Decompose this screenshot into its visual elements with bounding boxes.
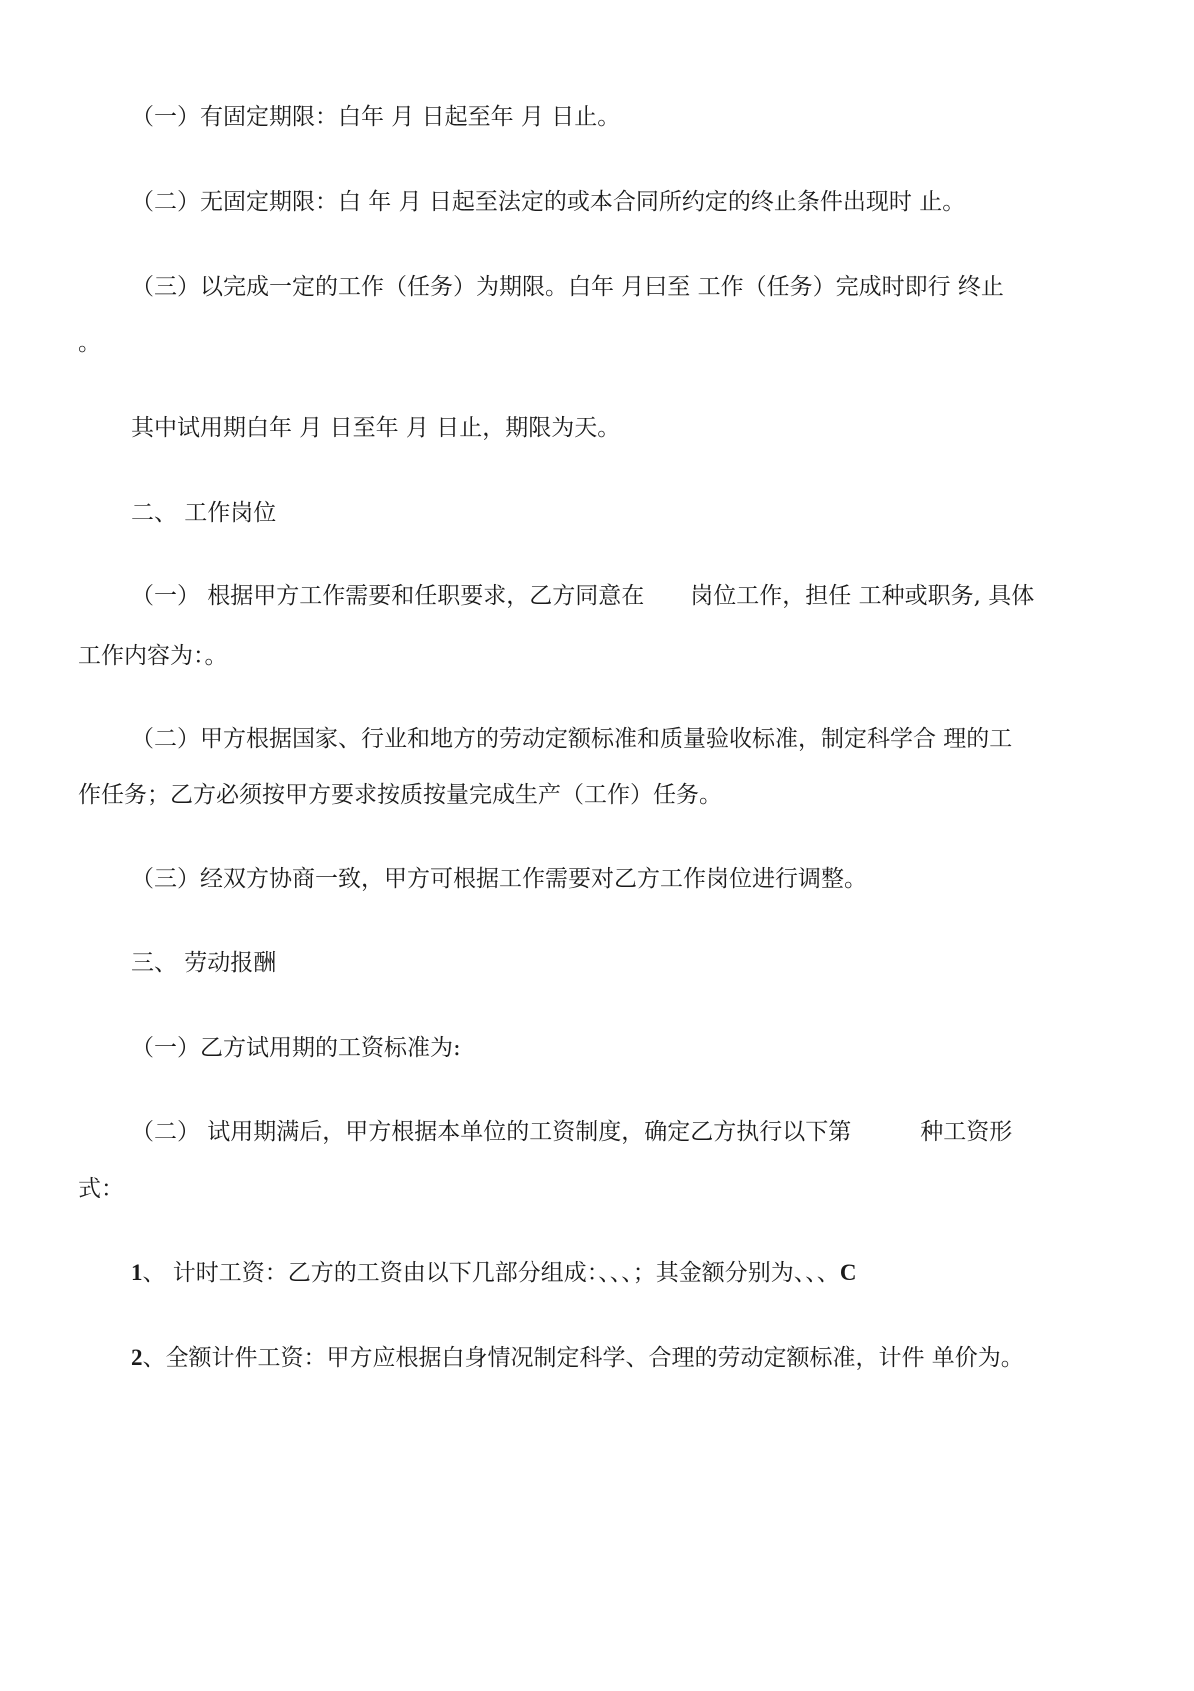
task-based-term-clause-line-2: 。: [78, 330, 101, 356]
job-position-clause-1-line-2: 工作内容为：。: [78, 643, 228, 669]
fixed-term-clause: （一）有固定期限：白年 月 日起至年 月 日止。: [131, 104, 621, 130]
probation-period-clause: 其中试用期白年 月 日至年 月 日止，期限为天。: [131, 415, 621, 441]
job-position-clause-3: （三）经双方协商一致，甲方可根据工作需要对乙方工作岗位进行调整。: [131, 866, 867, 892]
piece-rate-wage-item: [131, 1343, 1024, 1373]
probation-salary-clause: （一）乙方试用期的工资标准为:: [131, 1035, 461, 1061]
time-wage-text: 、 计时工资：乙方的工资由以下几部分组成：、、、；其金额分别为、、、: [142, 1260, 840, 1286]
piece-rate-wage-text: 、全额计件工资：甲方应根据白身情况制定科学、合理的劳动定额标准，计件 单价为。: [142, 1345, 1024, 1371]
time-wage-item: [131, 1258, 856, 1288]
section-heading-remuneration: 三、 劳动报酬: [131, 950, 277, 976]
time-wage-tail: C: [839, 1260, 857, 1285]
open-ended-term-clause: （二）无固定期限：白 年 月 日起至法定的或本合同所约定的终止条件出现时 止。: [131, 189, 966, 215]
job-position-clause-1-line-1: （一） 根据甲方工作需要和任职要求，乙方同意在 岗位工作，担任 工种或职务, 具体: [131, 583, 1035, 609]
salary-form-clause-line-2: 式：: [78, 1176, 124, 1202]
item-number: 2: [131, 1345, 143, 1370]
salary-form-clause-line-1: （二） 试用期满后，甲方根据本单位的工资制度，确定乙方执行以下第 种工资形: [131, 1119, 1013, 1145]
job-position-clause-2-line-1: （二）甲方根据国家、行业和地方的劳动定额标准和质量验收标准，制定科学合 理的工: [131, 726, 1013, 752]
task-based-term-clause-line-1: （三）以完成一定的工作（任务）为期限。白年 月曰至 工作（任务）完成时即行 终止: [131, 274, 1004, 300]
job-position-clause-2-line-2: 作任务；乙方必须按甲方要求按质按量完成生产（工作）任务。: [78, 782, 722, 808]
item-number: 1: [131, 1260, 143, 1285]
section-heading-job-position: 二、 工作岗位: [131, 500, 277, 526]
